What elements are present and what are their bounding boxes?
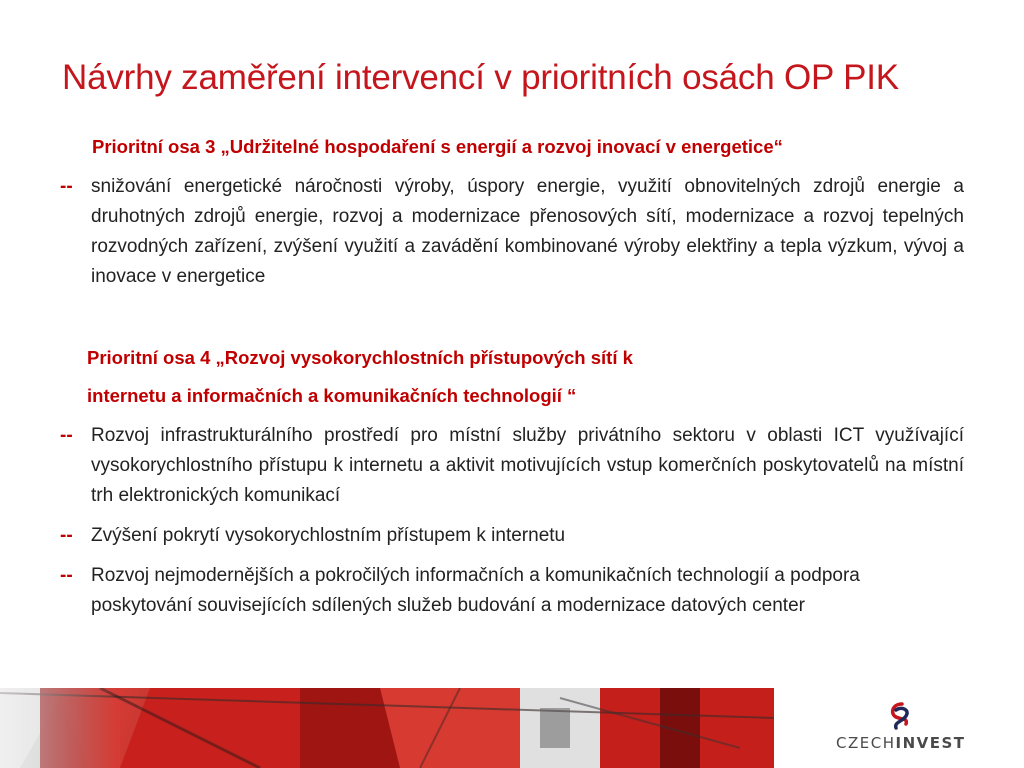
bullet-dash-icon: --	[60, 565, 73, 586]
logo-text-czech: CZECH	[836, 734, 896, 752]
priority-axis-4-heading-line2: internetu a informačních a komunikačních technologií “	[87, 385, 577, 406]
logo-text-invest: INVEST	[895, 734, 966, 752]
list-item	[60, 561, 940, 621]
bullet-dash-icon: --	[60, 525, 73, 546]
priority-axis-4-heading-line1: Prioritní osa 4 „Rozvoj vysokorychlostních přístupových sítí k	[87, 347, 633, 368]
list-item	[60, 421, 964, 511]
list-item	[60, 172, 964, 292]
slide-title: Návrhy zaměření intervencí v prioritních osách OP PIK	[62, 58, 899, 97]
footer-photo-strip	[0, 688, 774, 768]
bullet-text: snižování energetické náročnosti výroby, úspory energie, využití obnovitelných zdrojů energie a druhotných zdrojů energie, rozvoj a modernizace přenosových sítí, modernizace a rozvoj tepelných rozvodných zařízení, zvýšení využití a zavádění kombinované výroby elektřiny a tepla výzkum, vývoj a inovace v energetice	[91, 176, 964, 287]
logo-wordmark	[836, 734, 966, 752]
bullet-text: Rozvoj nejmodernějších a pokročilých informačních a komunikačních technologií a podpora poskytování souvisejících sdílených služeb budování a modernizace datových center	[91, 565, 860, 616]
bullet-text: Zvýšení pokrytí vysokorychlostním přístupem k internetu	[91, 525, 566, 546]
czechinvest-logo-icon	[836, 700, 966, 732]
priority-axis-3-heading: Prioritní osa 3 „Udržitelné hospodaření s energií a rozvoj inovací v energetice“	[92, 136, 783, 157]
list-item	[60, 521, 964, 551]
bullet-dash-icon: --	[60, 425, 73, 446]
bullet-dash-icon: --	[60, 176, 73, 197]
industrial-photo-icon	[0, 688, 774, 768]
bullet-text: Rozvoj infrastrukturálního prostředí pro místní služby privátního sektoru v oblasti ICT využívající vysokorychlostního přístupu k internetu a aktivit motivujících vstup komerčních poskytovatelů na místní trh elektronických komunikací	[91, 425, 964, 506]
czechinvest-logo	[836, 700, 966, 756]
